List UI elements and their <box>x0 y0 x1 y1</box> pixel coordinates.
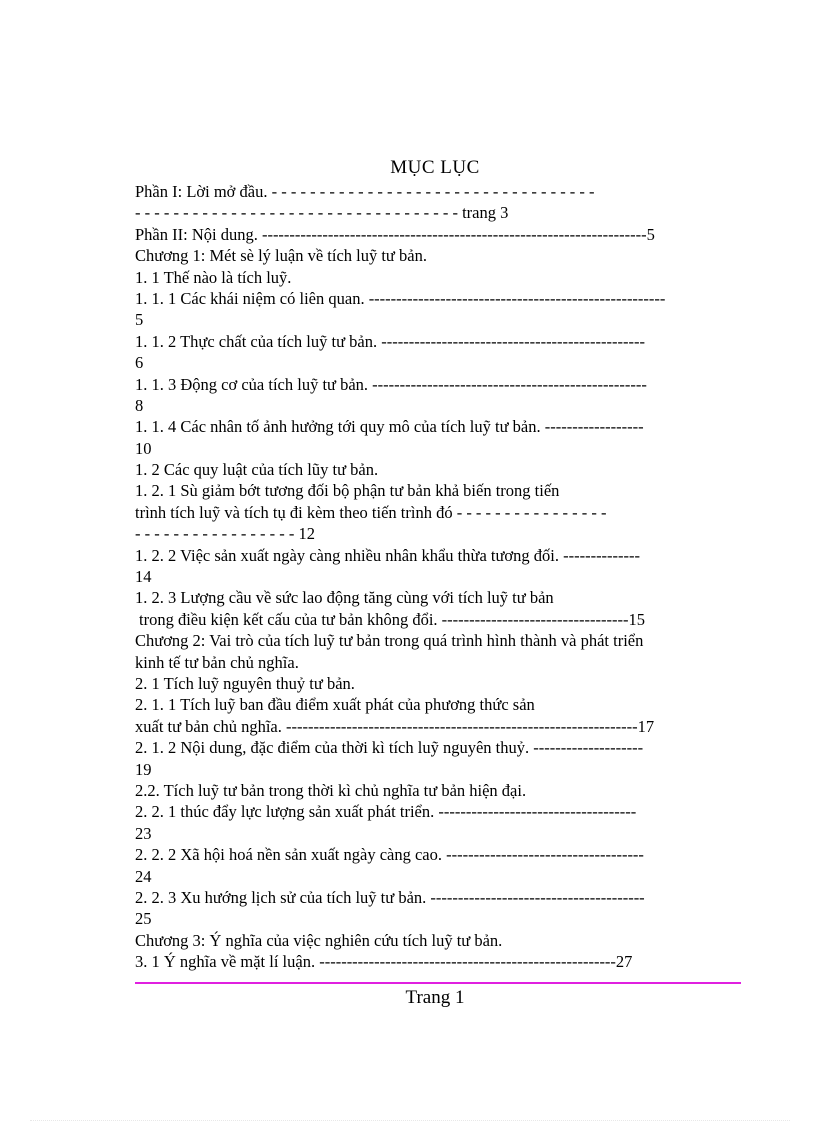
toc-line: Chương 1: Mét sè lý luận về tích luỹ tư bản. <box>135 246 427 266</box>
toc-line: 1. 1 Thế nào là tích luỹ. <box>135 267 292 287</box>
toc-page-number: 14 <box>135 567 152 587</box>
toc-line: Phần II: Nội dung. ----------------------------------------------------------------------5 <box>135 224 655 244</box>
toc-line: xuất tư bản chủ nghĩa. ----------------------------------------------------------------17 <box>135 716 655 736</box>
toc-line: 1. 1. 2 Thực chất của tích luỹ tư bản. ------------------------------------------------ <box>135 331 645 351</box>
toc-line: 1. 1. 1 Các khái niệm có liên quan. ------------------------------------------------------ <box>135 288 666 308</box>
toc-line: - - - - - - - - - - - - - - - - - - - - - - - - - - - - - - - - - - trang 3 <box>135 203 509 223</box>
toc-page-number: 8 <box>135 395 144 415</box>
toc-line: 1. 2. 1 Sù giảm bớt tương đối bộ phận tư bản khả biến trong tiến <box>135 481 560 501</box>
toc-line: 2. 1 Tích luỹ nguyên thuỷ tư bản. <box>135 673 355 693</box>
toc-line: trong điều kiện kết cấu của tư bản không đổi. ----------------------------------15 <box>139 609 645 629</box>
toc-page-number: 10 <box>135 438 152 458</box>
table-of-contents <box>135 181 735 972</box>
toc-page-number: 23 <box>135 823 152 843</box>
toc-line: Phần I: Lời mở đầu. - - - - - - - - - - - - - - - - - - - - - - - - - - - - - - - - - - <box>135 182 595 201</box>
toc-line: 2. 2. 2 Xã hội hoá nền sản xuất ngày càng cao. ------------------------------------ <box>135 845 644 865</box>
toc-line: Chương 3: Ý nghĩa của việc nghiên cứu tích luỹ tư bản. <box>135 930 503 950</box>
toc-page-number: 24 <box>135 866 152 886</box>
toc-page-number: 6 <box>135 353 144 373</box>
toc-page-number: 25 <box>135 909 152 929</box>
toc-page-number: 19 <box>135 759 152 779</box>
toc-line: 1. 1. 4 Các nhân tố ảnh hưởng tới quy mô của tích luỹ tư bản. ------------------ <box>135 417 644 437</box>
footer-rule <box>135 982 741 984</box>
toc-line: 2. 2. 1 thúc đẩy lực lượng sản xuất phát triển. ------------------------------------ <box>135 802 637 822</box>
toc-line: kinh tế tư bản chủ nghĩa. <box>135 652 299 672</box>
toc-line: trình tích luỹ và tích tụ đi kèm theo tiến trình đó - - - - - - - - - - - - - - - - <box>135 502 607 522</box>
toc-line: 2.2. Tích luỹ tư bản trong thời kì chủ nghĩa tư bản hiện đại. <box>135 780 527 800</box>
toc-line: 2. 1. 2 Nội dung, đặc điểm của thời kì tích luỹ nguyên thuỷ. -------------------- <box>135 738 644 758</box>
toc-line: 1. 2. 2 Việc sản xuất ngày càng nhiều nhân khẩu thừa tương đối. -------------- <box>135 545 641 565</box>
toc-line: 2. 2. 3 Xu hướng lịch sử của tích luỹ tư bản. --------------------------------------- <box>135 887 645 907</box>
toc-line: 1. 2. 3 Lượng cầu về sức lao động tăng cùng với tích luỹ tư bản <box>135 588 554 608</box>
toc-line: Chương 2: Vai trò của tích luỹ tư bản trong quá trình hình thành và phát triển <box>135 631 644 651</box>
toc-line: 2. 1. 1 Tích luỹ ban đầu điểm xuất phát của phương thức sản <box>135 695 535 715</box>
page-title: MỤC LỤC <box>390 157 480 178</box>
toc-page-number: 5 <box>135 310 144 330</box>
toc-line: - - - - - - - - - - - - - - - - - 12 <box>135 524 316 544</box>
toc-line: 3. 1 Ý nghĩa về mặt lí luận. ------------------------------------------------------27 <box>135 952 633 972</box>
page-footer: Trang 1 <box>405 987 465 1008</box>
toc-line: 1. 2 Các quy luật của tích lũy tư bản. <box>135 460 379 480</box>
page-bottom-edge <box>30 1120 790 1121</box>
toc-line: 1. 1. 3 Động cơ của tích luỹ tư bản. -------------------------------------------------- <box>135 374 647 394</box>
